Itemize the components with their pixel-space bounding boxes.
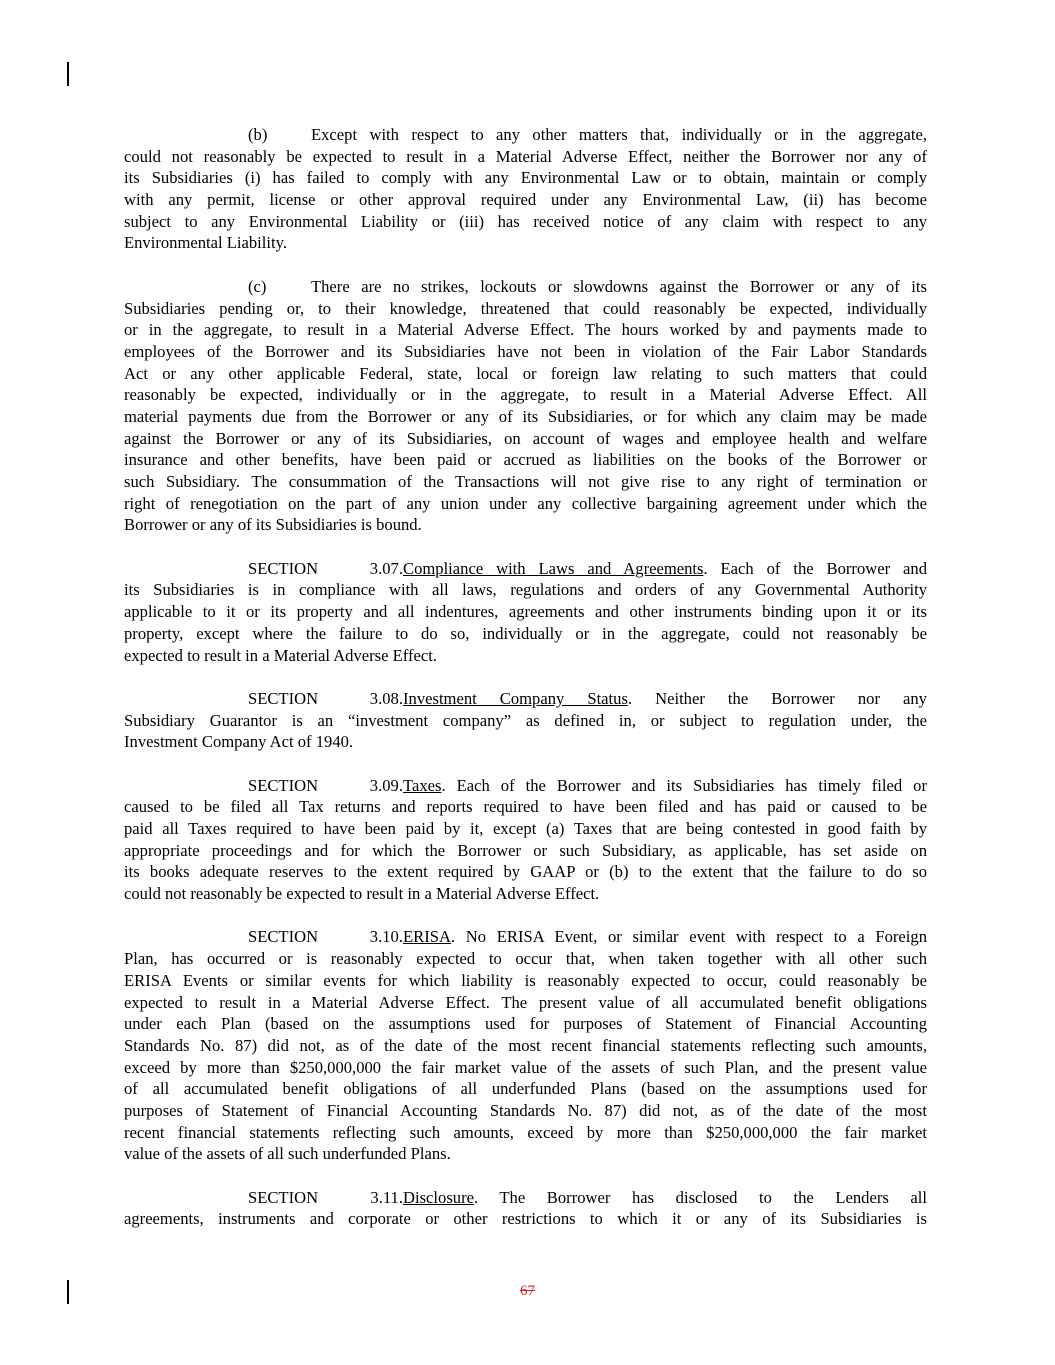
paragraph-line: employees of the Borrower and its Subsidiaries have not been in violation of the Fair Labor Standards [124, 341, 927, 361]
paragraph-line: agreements, instruments and corporate or other restrictions to which it or any of its Subsidiaries is [124, 1209, 927, 1229]
paragraph-line: or in the aggregate, to result in a Material Adverse Effect. The hours worked by and payments made to [124, 320, 927, 340]
paragraph-line: expected to result in a Material Adverse Effect. The present value of all accumulated benefit obligations [124, 992, 927, 1012]
paragraph-first-line [124, 1187, 927, 1209]
paragraph-line: value of the assets of all such underfunded Plans. [124, 1144, 451, 1164]
paragraph-line: right of renegotiation on the part of any union under any collective bargaining agreement under which the [124, 493, 927, 513]
paragraph-line: subject to any Environmental Liability or (iii) has received notice of any claim with respect to any [124, 211, 927, 231]
paragraph-line: could not reasonably be expected to result in a Material Adverse Effect, neither the Borrower nor any of [124, 146, 927, 166]
paragraph-first-line [124, 558, 927, 580]
paragraph-line: purposes of Statement of Financial Accounting Standards No. 87) did not, as of the date of the most [124, 1100, 927, 1120]
paragraph-line: with any permit, license or other approval required under any Environmental Law, (ii) has become [124, 190, 927, 210]
paragraph-line: material payments due from the Borrower or any of its Subsidiaries, or for which any claim may be made [124, 406, 927, 426]
paragraph-line: Subsidiary Guarantor is an “investment company” as defined in, or subject to regulation under, the [124, 710, 927, 730]
paragraph-label: (c) [248, 276, 267, 296]
paragraph-label: (b) [248, 125, 268, 144]
paragraph-first-line [124, 688, 927, 710]
subsection-paragraph [124, 124, 927, 254]
paragraph-text: . Neither the Borrower nor any [627, 688, 927, 708]
paragraph-label: SECTION 3.11. [248, 1187, 403, 1207]
change-bar-top [67, 62, 69, 86]
paragraph-line: ERISA Events or similar events for which liability is reasonably expected to occur, could reasonably be [124, 970, 927, 990]
paragraph-line: Act or any other applicable Federal, state, local or foreign law relating to such matters that could [124, 363, 927, 383]
section-paragraph [124, 1187, 927, 1230]
paragraph-line: Investment Company Act of 1940. [124, 732, 354, 752]
paragraph-line: its Subsidiaries is in compliance with all laws, regulations and orders of any Governmental Authority [124, 580, 927, 600]
paragraph-line: paid all Taxes required to have been paid by it, except (a) Taxes that are being contested in good faith by [124, 819, 927, 838]
paragraph-line: property, except where the failure to do so, individually or in the aggregate, could not reasonably be [124, 623, 927, 643]
paragraph-first-line [124, 926, 927, 948]
paragraph-text: . Each of the Borrower and [703, 558, 927, 578]
paragraph-line: recent financial statements reflecting such amounts, exceed by more than $250,000,000 the fair market [124, 1122, 927, 1142]
section-title: Disclosure [403, 1187, 474, 1207]
paragraph-line: of all accumulated benefit obligations of all underfunded Plans (based on the assumptions used for [124, 1079, 927, 1099]
paragraph-line: applicable to it or its property and all indentures, agreements and other instruments binding upon it or its [124, 602, 927, 622]
paragraph-line: Subsidiaries pending or, to their knowledge, threatened that could reasonably be expected, individually [124, 298, 927, 318]
subsection-paragraph [124, 276, 927, 536]
section-title: ERISA [403, 927, 451, 947]
paragraph-line: caused to be filed all Tax returns and reports required to have been filed and has paid or caused to be [124, 797, 927, 817]
paragraph-line: appropriate proceedings and for which the Borrower or such Subsidiary, as applicable, has set aside on [124, 840, 927, 860]
paragraph-line: such Subsidiary. The consummation of the Transactions will not give rise to any right of termination or [124, 472, 927, 491]
paragraph-line: could not reasonably be expected to result in a Material Adverse Effect. [124, 884, 600, 904]
section-paragraph [124, 775, 927, 905]
section-paragraph [124, 558, 927, 666]
document-body [124, 124, 927, 1252]
section-title: Compliance with Laws and Agreements [403, 558, 704, 578]
paragraph-line: its Subsidiaries (i) has failed to comply with any Environmental Law or to obtain, maintain or comply [124, 168, 927, 188]
paragraph-line: against the Borrower or any of its Subsidiaries, on account of wages and employee health and welfare [124, 428, 927, 448]
paragraph-label: SECTION 3.07. [248, 558, 403, 578]
section-title: Taxes [403, 775, 442, 795]
page-number: 67 [520, 1283, 535, 1299]
paragraph-first-line [124, 124, 927, 146]
paragraph-line: Environmental Liability. [124, 233, 287, 253]
paragraph-line: exceed by more than $250,000,000 the fair market value of the assets of such Plan, and the present value [124, 1057, 927, 1077]
paragraph-line: Standards No. 87) did not, as of the date of the most recent financial statements reflecting such amounts, [124, 1035, 927, 1055]
paragraph-line: insurance and other benefits, have been paid or accrued as liabilities on the books of the Borrower or [124, 450, 927, 470]
paragraph-text: . No ERISA Event, or similar event with respect to a Foreign [450, 927, 927, 947]
section-paragraph [124, 688, 927, 753]
paragraph-line: its books adequate reserves to the extent required by GAAP or (b) to the extent that the failure to do so [124, 862, 927, 882]
paragraph-line: Plan, has occurred or is reasonably expected to occur that, when taken together with all other such [124, 949, 927, 969]
paragraph-text: . Each of the Borrower and its Subsidiaries has timely filed or [441, 775, 927, 795]
paragraph-label: SECTION 3.08. [248, 688, 403, 708]
paragraph-text: . The Borrower has disclosed to the Lenders all [473, 1187, 927, 1207]
paragraph-text: Except with respect to any other matters that, individually or in the aggregate, [311, 125, 927, 144]
paragraph-first-line [124, 276, 927, 298]
paragraph-label: SECTION 3.10. [248, 927, 403, 947]
paragraph-line: under each Plan (based on the assumptions used for purposes of Statement of Financial Accounting [124, 1014, 927, 1034]
paragraph-first-line [124, 775, 927, 797]
paragraph-line: reasonably be expected, individually or in the aggregate, to result in a Material Adverse Effect. All [124, 385, 927, 405]
paragraph-text: There are no strikes, lockouts or slowdowns against the Borrower or any of its [311, 276, 927, 296]
paragraph-line: expected to result in a Material Adverse Effect. [124, 645, 438, 665]
paragraph-line: Borrower or any of its Subsidiaries is bound. [124, 515, 422, 535]
section-paragraph [124, 926, 927, 1165]
section-title: Investment Company Status [403, 688, 628, 708]
paragraph-label: SECTION 3.09. [248, 775, 403, 795]
